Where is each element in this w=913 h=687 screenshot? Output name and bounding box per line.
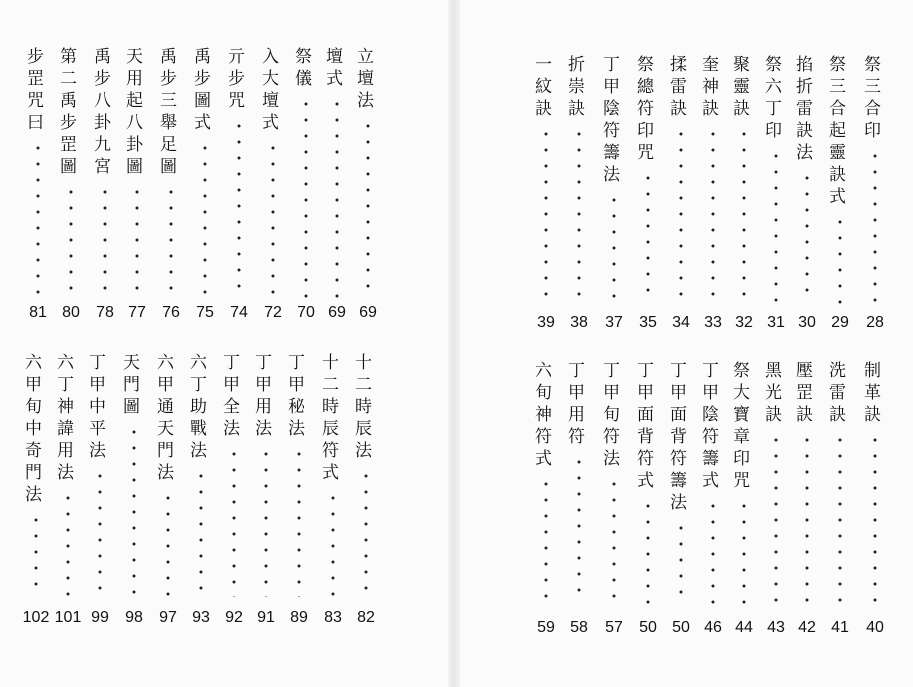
toc-entry-title: 丁 甲 用 法 <box>255 353 277 439</box>
toc-entry <box>698 54 728 120</box>
leader-dots <box>304 96 308 300</box>
toc-page-number: 101 <box>54 609 82 626</box>
toc-page-number: 41 <box>831 619 849 636</box>
toc-page-number: 82 <box>357 609 375 626</box>
toc-entry-title: 祭 三 合 起 靈 訣 式 <box>829 55 851 207</box>
toc-page-number: 83 <box>324 609 342 626</box>
toc-entry <box>633 360 663 492</box>
toc-entry <box>729 360 759 492</box>
toc-entry-title: 禹 步 三 舉 足 圖 <box>160 47 182 177</box>
toc-page-number: 102 <box>22 609 50 626</box>
toc-page-number: 50 <box>639 619 657 636</box>
toc-entry <box>599 360 629 470</box>
toc-page-number: 59 <box>537 619 555 636</box>
leader-dots <box>237 118 241 300</box>
leader-dots <box>297 446 301 597</box>
leader-dots <box>132 424 136 597</box>
toc-entry-title: 天 用 起 八 卦 圖 <box>126 47 148 177</box>
leader-dots <box>838 432 842 604</box>
leader-dots <box>544 476 548 604</box>
toc-entry <box>291 46 321 90</box>
leader-dots <box>203 140 207 300</box>
leader-dots <box>774 432 778 604</box>
toc-page-number: 69 <box>359 304 377 321</box>
toc-entry-title: 步 罡 咒 曰 <box>27 47 49 133</box>
leader-dots <box>66 490 70 597</box>
leader-dots <box>742 498 746 604</box>
toc-page-number: 32 <box>735 314 753 331</box>
toc-entry <box>322 46 352 90</box>
toc-entry <box>56 46 86 178</box>
toc-entry-title: 六 丁 神 諱 用 法 <box>57 353 79 483</box>
toc-entry <box>729 54 759 120</box>
toc-page-number: 99 <box>91 609 109 626</box>
leader-dots <box>774 148 778 304</box>
toc-page-number: 78 <box>96 304 114 321</box>
toc-page-number: 98 <box>125 609 143 626</box>
toc-entry <box>761 360 791 426</box>
toc-entry-title: 亓 步 咒 <box>228 47 250 111</box>
toc-page-number: 33 <box>704 314 722 331</box>
toc-entry <box>122 46 152 178</box>
toc-entry <box>698 360 728 492</box>
toc-entry-title: 祭 六 丁 印 <box>765 55 787 141</box>
leader-dots <box>36 140 40 300</box>
toc-page-number: 70 <box>297 304 315 321</box>
leader-dots <box>264 446 268 597</box>
toc-page-number: 50 <box>672 619 690 636</box>
toc-page-number: 42 <box>798 619 816 636</box>
toc-entry <box>666 360 696 514</box>
toc-page-number: 43 <box>767 619 785 636</box>
toc-entry <box>860 54 890 142</box>
toc-page-number: 44 <box>735 619 753 636</box>
toc-entry-title: 禹 步 圖 式 <box>194 47 216 133</box>
toc-page-number: 34 <box>672 314 690 331</box>
toc-entry-title: 折 崇 訣 <box>568 55 590 119</box>
toc-entry-title: 祭 大 寶 章 印 咒 <box>733 361 755 491</box>
toc-page-number: 30 <box>798 314 816 331</box>
toc-page-number: 97 <box>159 609 177 626</box>
toc-page-number: 38 <box>570 314 588 331</box>
toc-entry <box>258 46 288 134</box>
toc-entry <box>156 46 186 178</box>
leader-dots <box>69 184 73 300</box>
toc-page-number: 58 <box>570 619 588 636</box>
toc-entry <box>531 360 561 470</box>
toc-entry <box>353 46 383 112</box>
toc-entry-title: 丁 甲 用 符 <box>568 361 590 447</box>
leader-dots <box>34 512 38 597</box>
leader-dots <box>711 498 715 604</box>
leader-dots <box>805 432 809 604</box>
toc-entry-title: 丁 甲 面 背 符 式 <box>637 361 659 491</box>
toc-page-number: 91 <box>257 609 275 626</box>
leader-dots <box>199 468 203 597</box>
toc-entry <box>825 360 855 426</box>
leader-dots <box>232 446 236 597</box>
toc-entry <box>792 54 822 164</box>
toc-entry-title: 一 紋 訣 <box>535 55 557 119</box>
leader-dots <box>577 454 581 604</box>
toc-entry <box>219 352 249 440</box>
leader-dots <box>873 148 877 304</box>
toc-entry <box>599 54 629 186</box>
toc-page-number: 31 <box>767 314 785 331</box>
toc-entry <box>251 352 281 440</box>
toc-entry-title: 丁 甲 全 法 <box>223 353 245 439</box>
toc-page-number: 92 <box>225 609 243 626</box>
leader-dots <box>805 170 809 304</box>
toc-page-number: 57 <box>605 619 623 636</box>
toc-entry-title: 奎 神 訣 <box>702 55 724 119</box>
toc-entry-title: 壓 罡 訣 <box>796 361 818 425</box>
toc-entry <box>351 352 381 462</box>
toc-page-number: 89 <box>290 609 308 626</box>
toc-page-number: 77 <box>128 304 146 321</box>
leader-dots <box>838 214 842 304</box>
toc-entry-title: 十 二 時 辰 法 <box>355 353 377 461</box>
toc-entry-title: 壇 式 <box>326 47 348 89</box>
toc-entry <box>666 54 696 120</box>
toc-entry-title: 聚 靈 訣 <box>733 55 755 119</box>
toc-entry <box>224 46 254 112</box>
leader-dots <box>135 184 139 300</box>
toc-page-number: 37 <box>605 314 623 331</box>
leader-dots <box>612 476 616 604</box>
toc-entry-title: 六 甲 旬 中 奇 門 法 <box>25 353 47 505</box>
book-gutter <box>448 0 460 687</box>
toc-entry <box>825 54 855 208</box>
toc-page-number: 81 <box>29 304 47 321</box>
toc-page-number: 40 <box>866 619 884 636</box>
toc-page-number: 28 <box>866 314 884 331</box>
toc-entry-title: 祭 三 合 印 <box>864 55 886 141</box>
toc-page-number: 69 <box>328 304 346 321</box>
toc-entry-title: 立 壇 法 <box>357 47 379 111</box>
toc-entry <box>90 46 120 178</box>
toc-entry-title: 入 大 壇 式 <box>262 47 284 133</box>
toc-entry-title: 丁 甲 旬 符 法 <box>603 361 625 469</box>
toc-entry-title: 丁 甲 秘 法 <box>288 353 310 439</box>
leader-dots <box>646 498 650 604</box>
toc-entry-title: 丁 甲 面 背 符 籌 法 <box>670 361 692 513</box>
toc-page-number: 93 <box>192 609 210 626</box>
toc-entry-title: 天 門 圖 <box>123 353 145 417</box>
toc-entry <box>761 54 791 142</box>
toc-page-number: 35 <box>639 314 657 331</box>
leader-dots <box>331 490 335 597</box>
leader-dots <box>166 490 170 597</box>
toc-entry-title: 六 甲 通 天 門 法 <box>157 353 179 483</box>
toc-entry <box>53 352 83 484</box>
toc-page-number: 46 <box>704 619 722 636</box>
toc-entry <box>531 54 561 120</box>
toc-page-number: 76 <box>162 304 180 321</box>
toc-entry-title: 十 二 時 辰 符 式 <box>322 353 344 483</box>
toc-entry-title: 第 二 禹 步 罡 圖 <box>60 47 82 177</box>
leader-dots <box>742 126 746 304</box>
toc-entry-title: 六 丁 助 戰 法 <box>190 353 212 461</box>
leader-dots <box>577 126 581 304</box>
toc-entry-title: 掐 折 雷 訣 法 <box>796 55 818 163</box>
leader-dots <box>612 192 616 304</box>
toc-entry <box>564 54 594 120</box>
leader-dots <box>364 468 368 597</box>
toc-entry-title: 丁 甲 陰 符 籌 式 <box>702 361 724 491</box>
leader-dots <box>679 520 683 604</box>
toc-entry <box>633 54 663 164</box>
leader-dots <box>169 184 173 300</box>
leader-dots <box>98 468 102 597</box>
toc-entry-title: 制 革 訣 <box>864 361 886 425</box>
leader-dots <box>873 432 877 604</box>
toc-entry-title: 禹 步 八 卦 九 宮 <box>94 47 116 177</box>
toc-entry-title: 黑 光 訣 <box>765 361 787 425</box>
leader-dots <box>366 118 370 300</box>
toc-entry <box>23 46 53 134</box>
toc-page-number: 39 <box>537 314 555 331</box>
toc-entry <box>792 360 822 426</box>
toc-entry <box>318 352 348 484</box>
leader-dots <box>679 126 683 304</box>
toc-entry-title: 六 旬 神 符 式 <box>535 361 557 469</box>
toc-entry <box>284 352 314 440</box>
toc-entry <box>860 360 890 426</box>
leader-dots <box>335 96 339 300</box>
toc-entry-title: 揉 雷 訣 <box>670 55 692 119</box>
toc-entry <box>186 352 216 462</box>
leader-dots <box>711 126 715 304</box>
toc-page-number: 29 <box>831 314 849 331</box>
toc-entry <box>564 360 594 448</box>
toc-entry-title: 洗 雷 訣 <box>829 361 851 425</box>
leader-dots <box>103 184 107 300</box>
toc-entry <box>190 46 220 134</box>
leader-dots <box>271 140 275 300</box>
toc-entry <box>119 352 149 418</box>
toc-entry-title: 祭 儀 <box>295 47 317 89</box>
toc-entry-title: 丁 甲 陰 符 籌 法 <box>603 55 625 185</box>
toc-page-number: 74 <box>230 304 248 321</box>
toc-page-number: 80 <box>62 304 80 321</box>
toc-entry-title: 祭 總 符 印 咒 <box>637 55 659 163</box>
toc-entry <box>153 352 183 484</box>
toc-page-number: 72 <box>264 304 282 321</box>
toc-entry <box>21 352 51 506</box>
toc-page-number: 75 <box>196 304 214 321</box>
leader-dots <box>646 170 650 304</box>
toc-entry <box>85 352 115 462</box>
toc-entry-title: 丁 甲 中 平 法 <box>89 353 111 461</box>
leader-dots <box>544 126 548 304</box>
